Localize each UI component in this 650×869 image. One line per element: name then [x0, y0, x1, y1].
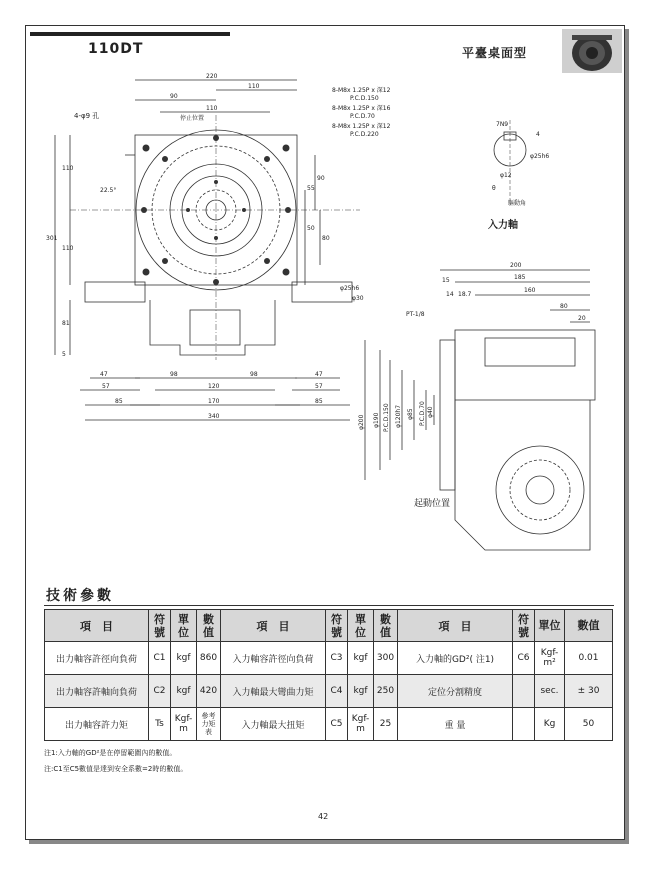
header-item: 項 目 — [398, 610, 513, 642]
key-code: 7N9 — [496, 121, 509, 128]
bolt-note-2b: P.C.D.70 — [350, 113, 375, 120]
cell-unit: Kgf-m — [171, 708, 197, 741]
header-symbol: 符號 — [513, 610, 535, 642]
dim-b-98a: 98 — [170, 371, 178, 378]
dim-left-81: 81 — [62, 320, 70, 327]
key-theta: θ — [492, 185, 496, 192]
cell-value: ± 30 — [565, 675, 613, 708]
specs-table — [44, 609, 613, 741]
dim-s-160: 160 — [524, 287, 536, 294]
dim-b-170: 170 — [208, 398, 220, 405]
cell-unit: sec. — [535, 675, 565, 708]
dim-b-57l: 57 — [102, 383, 110, 390]
model-title: 110DT — [88, 41, 144, 57]
header-value: 數值 — [197, 610, 221, 642]
cell-symbol: C6 — [513, 642, 535, 675]
dia-pcd70: P.C.D.70 — [419, 401, 426, 426]
cell-symbol: C1 — [149, 642, 171, 675]
cell-item: 入力軸最大彎曲力矩 — [221, 675, 326, 708]
key-shaft: φ25h6 — [530, 153, 550, 160]
key-angle-label: 驅動角 — [508, 200, 527, 207]
dia-190: φ190 — [373, 412, 380, 428]
dim-s-185: 185 — [514, 274, 526, 281]
cell-unit: kgf — [171, 675, 197, 708]
cell-value: 50 — [565, 708, 613, 741]
cell-symbol: C5 — [326, 708, 348, 741]
cell-symbol: Ts — [149, 708, 171, 741]
dim-s-15: 15 — [442, 277, 450, 284]
cell-unit: kgf — [171, 642, 197, 675]
dim-left-110a: 110 — [62, 165, 74, 172]
dim-b-47r: 47 — [315, 371, 323, 378]
dim-s-80: 80 — [560, 303, 568, 310]
start-position-label: 起動位置 — [414, 499, 451, 509]
table-row — [45, 708, 613, 741]
table-row — [45, 675, 613, 708]
cell-symbol — [513, 708, 535, 741]
dim-s-14: 14 — [446, 291, 454, 298]
dim-top-110a: 110 — [248, 83, 260, 90]
dim-s-187: 18.7 — [458, 291, 472, 298]
specs-header-row — [45, 610, 613, 642]
notes — [44, 745, 187, 777]
cell-symbol: C2 — [149, 675, 171, 708]
dim-b-85r: 85 — [315, 398, 323, 405]
cell-value: 300 — [374, 642, 398, 675]
bolt-note-2a: 8-M8x 1.25P x 深16 — [332, 105, 391, 112]
dia-120h7: φ120h7 — [395, 404, 402, 428]
dim-s-20: 20 — [578, 315, 586, 322]
header-unit: 單位 — [535, 610, 565, 642]
cell-item: 定位分割精度 — [398, 675, 513, 708]
dia-40: φ40 — [427, 406, 434, 418]
cell-item: 入力軸的GD²( 注1) — [398, 642, 513, 675]
cell-unit: kgf — [348, 642, 374, 675]
technical-drawing — [30, 60, 620, 570]
header-item: 項 目 — [221, 610, 326, 642]
dim-b-57r: 57 — [315, 383, 323, 390]
bolt-note-1b: P.C.D.150 — [350, 95, 379, 102]
cell-item: 出力軸容許力矩 — [45, 708, 149, 741]
dia-85: φ85 — [407, 408, 414, 420]
cell-item: 重 量 — [398, 708, 513, 741]
dim-b-47l: 47 — [100, 371, 108, 378]
note-1: 注1:入力軸的GD²是在停留範圍內的數值。 — [44, 749, 177, 757]
cell-value: 0.01 — [565, 642, 613, 675]
model-subtitle: 平臺桌面型 — [462, 46, 528, 60]
hole-label: 4-φ9 孔 — [74, 112, 100, 120]
table-row — [45, 642, 613, 675]
cell-value: 參考力矩表 — [197, 708, 221, 741]
page-number: 42 — [318, 812, 329, 821]
header-symbol: 符號 — [149, 610, 171, 642]
specs-title: 技術參數 — [46, 588, 114, 604]
cell-unit: Kgf-m² — [535, 642, 565, 675]
header-value: 數值 — [565, 610, 613, 642]
note-2: 注:C1至C5數值是達到安全系數=2時的數值。 — [44, 765, 188, 773]
cell-item: 出力軸容許軸向負荷 — [45, 675, 149, 708]
dim-right-30: φ30 — [352, 295, 364, 302]
pt-label: PT-1/8 — [406, 311, 425, 318]
frame-shadow-bottom — [29, 840, 629, 844]
header-unit: 單位 — [348, 610, 374, 642]
header-item: 項 目 — [45, 610, 149, 642]
dim-b-340: 340 — [208, 413, 220, 420]
cell-value: 860 — [197, 642, 221, 675]
dim-left-110b: 110 — [62, 245, 74, 252]
header-value: 數值 — [374, 610, 398, 642]
dim-right-50: 50 — [307, 225, 315, 232]
specs-divider — [44, 605, 614, 606]
header-unit: 單位 — [171, 610, 197, 642]
dim-right-80: 80 — [322, 235, 330, 242]
cell-value: 250 — [374, 675, 398, 708]
header-bar — [30, 32, 230, 36]
dim-left-5: 5 — [62, 351, 66, 358]
bolt-note-3a: 8-M8x 1.25P x 深12 — [332, 123, 391, 130]
header-symbol: 符號 — [326, 610, 348, 642]
bolt-note-3b: P.C.D.220 — [350, 131, 379, 138]
input-shaft-label: 入力軸 — [488, 220, 518, 231]
cell-symbol: C3 — [326, 642, 348, 675]
dim-right-shaft: φ25h6 — [340, 285, 360, 292]
dim-b-120: 120 — [208, 383, 220, 390]
cell-unit: Kg — [535, 708, 565, 741]
cell-symbol: C4 — [326, 675, 348, 708]
cell-item: 入力軸最大扭矩 — [221, 708, 326, 741]
bolt-note-1a: 8-M8x 1.25P x 深12 — [332, 87, 391, 94]
stop-position-label: 停止位置 — [180, 115, 205, 122]
cell-value: 420 — [197, 675, 221, 708]
dim-top-110b: 110 — [206, 105, 218, 112]
dim-top-90: 90 — [170, 93, 178, 100]
key-d2: φ12 — [500, 172, 512, 179]
dia-pcd150: P.C.D.150 — [383, 403, 390, 432]
dia-200: φ200 — [358, 414, 365, 430]
cell-unit: Kgf-m — [348, 708, 374, 741]
dim-left-301: 301 — [46, 235, 58, 242]
side-housing — [455, 330, 595, 400]
cell-symbol — [513, 675, 535, 708]
dim-right-55: 55 — [307, 185, 315, 192]
cell-item: 出力軸容許徑向負荷 — [45, 642, 149, 675]
cell-item: 入力軸容許徑向負荷 — [221, 642, 326, 675]
dim-b-98b: 98 — [250, 371, 258, 378]
key-d1: 4 — [536, 131, 540, 138]
dim-b-85l: 85 — [115, 398, 123, 405]
dim-right-90: 90 — [317, 175, 325, 182]
dim-top-220: 220 — [206, 73, 218, 80]
cell-unit: kgf — [348, 675, 374, 708]
dim-s-200: 200 — [510, 262, 522, 269]
frame-shadow-right — [625, 29, 629, 844]
cell-value: 25 — [374, 708, 398, 741]
angle-label: 22.5° — [100, 187, 117, 194]
